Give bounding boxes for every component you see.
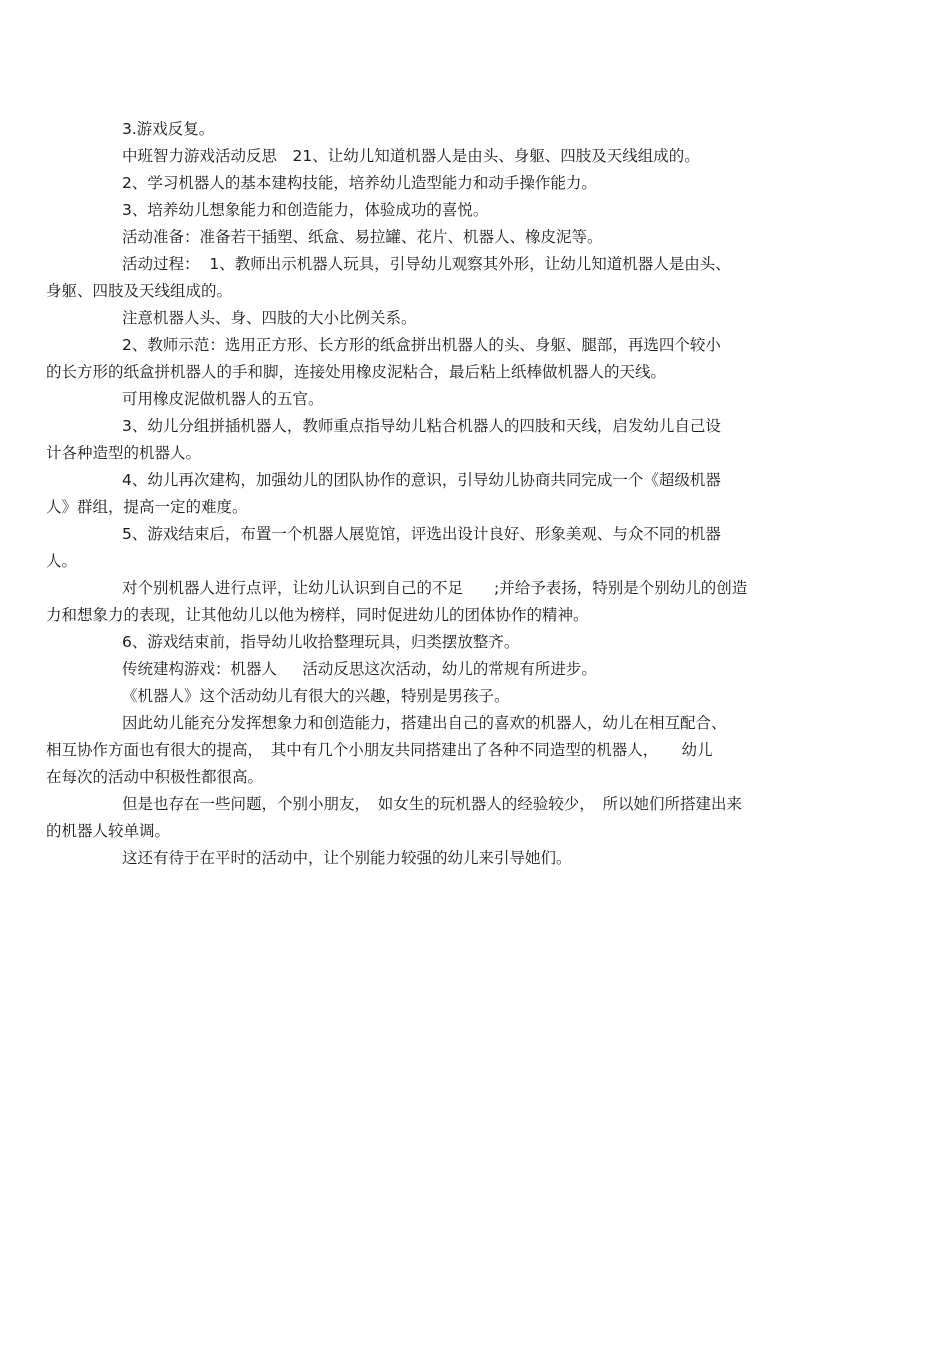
paragraph — [46, 575, 866, 629]
paragraph — [84, 305, 866, 332]
paragraph — [84, 386, 866, 413]
paragraph-line: 计各种造型的机器人。 — [46, 444, 202, 462]
paragraph-line: 传统建构游戏：机器人 活动反思这次活动，幼儿的常规有所进步。 — [122, 660, 597, 678]
paragraph — [46, 791, 866, 845]
paragraph — [46, 521, 866, 575]
paragraph — [46, 710, 866, 791]
paragraph-line: 的长方形的纸盒拼机器人的手和脚，连接处用橡皮泥粘合，最后粘上纸棒做机器人的天线。 — [46, 363, 667, 381]
paragraph-line: 中班智力游戏活动反思 21、让幼儿知道机器人是由头、身躯、四肢及天线组成的。 — [122, 147, 700, 165]
paragraph-line: 人。 — [46, 552, 78, 570]
paragraph — [84, 656, 866, 683]
document-body — [46, 116, 866, 872]
paragraph — [46, 251, 866, 305]
paragraph — [84, 683, 866, 710]
paragraph-line: 《机器人》这个活动幼儿有很大的兴趣，特别是男孩子。 — [122, 687, 510, 705]
paragraph-line: 在每次的活动中积极性都很高。 — [46, 768, 264, 786]
paragraph — [46, 332, 866, 386]
paragraph-line: 3.游戏反复。 — [122, 120, 215, 138]
paragraph — [84, 143, 866, 170]
paragraph-line: 5、游戏结束后，布置一个机器人展览馆，评选出设计良好、形象美观、与众不同的机器 — [122, 525, 721, 543]
paragraph-line: 活动过程： 1、教师出示机器人玩具，引导幼儿观察其外形，让幼儿知道机器人是由头、 — [122, 255, 731, 273]
paragraph — [46, 467, 866, 521]
paragraph-line: 对个别机器人进行点评，让幼儿认识到自己的不足 ;并给予表扬，特别是个别幼儿的创造 — [122, 579, 748, 597]
paragraph-line: 2、学习机器人的基本建构技能，培养幼儿造型能力和动手操作能力。 — [122, 174, 597, 192]
paragraph-line: 3、培养幼儿想象能力和创造能力，体验成功的喜悦。 — [122, 201, 489, 219]
paragraph-line: 这还有待于在平时的活动中，让个别能力较强的幼儿来引导她们。 — [122, 849, 572, 867]
paragraph-line: 注意机器人头、身、四肢的大小比例关系。 — [122, 309, 417, 327]
paragraph — [84, 224, 866, 251]
paragraph-line: 力和想象力的表现，让其他幼儿以他为榜样，同时促进幼儿的团体协作的精神。 — [46, 606, 589, 624]
paragraph-line: 相互协作方面也有很大的提高， 其中有几个小朋友共同搭建出了各种不同造型的机器人， 幼儿 — [46, 741, 713, 759]
paragraph-line: 的机器人较单调。 — [46, 822, 171, 840]
paragraph-line: 6、游戏结束前，指导幼儿收拾整理玩具，归类摆放整齐。 — [122, 633, 520, 651]
paragraph-line: 3、幼儿分组拼插机器人，教师重点指导幼儿粘合机器人的四肢和天线，启发幼儿自己设 — [122, 417, 721, 435]
paragraph — [84, 197, 866, 224]
paragraph-line: 身躯、四肢及天线组成的。 — [46, 282, 233, 300]
paragraph-line: 因此幼儿能充分发挥想象力和创造能力，搭建出自己的喜欢的机器人，幼儿在相互配合、 — [122, 714, 727, 732]
paragraph-line: 2、教师示范：选用正方形、长方形的纸盒拼出机器人的头、身躯、腿部，再选四个较小 — [122, 336, 721, 354]
paragraph-line: 人》群组，提高一定的难度。 — [46, 498, 248, 516]
paragraph-line: 活动准备：准备若干插塑、纸盒、易拉罐、花片、机器人、橡皮泥等。 — [122, 228, 603, 246]
paragraph-line: 4、幼儿再次建构，加强幼儿的团队协作的意识，引导幼儿协商共同完成一个《超级机器 — [122, 471, 721, 489]
paragraph — [84, 845, 866, 872]
paragraph — [84, 170, 866, 197]
paragraph — [84, 629, 866, 656]
paragraph-line: 但是也存在一些问题，个别小朋友， 如女生的玩机器人的经验较少， 所以她们所搭建出来 — [122, 795, 743, 813]
paragraph — [46, 413, 866, 467]
paragraph-line: 可用橡皮泥做机器人的五官。 — [122, 390, 324, 408]
paragraph — [84, 116, 866, 143]
